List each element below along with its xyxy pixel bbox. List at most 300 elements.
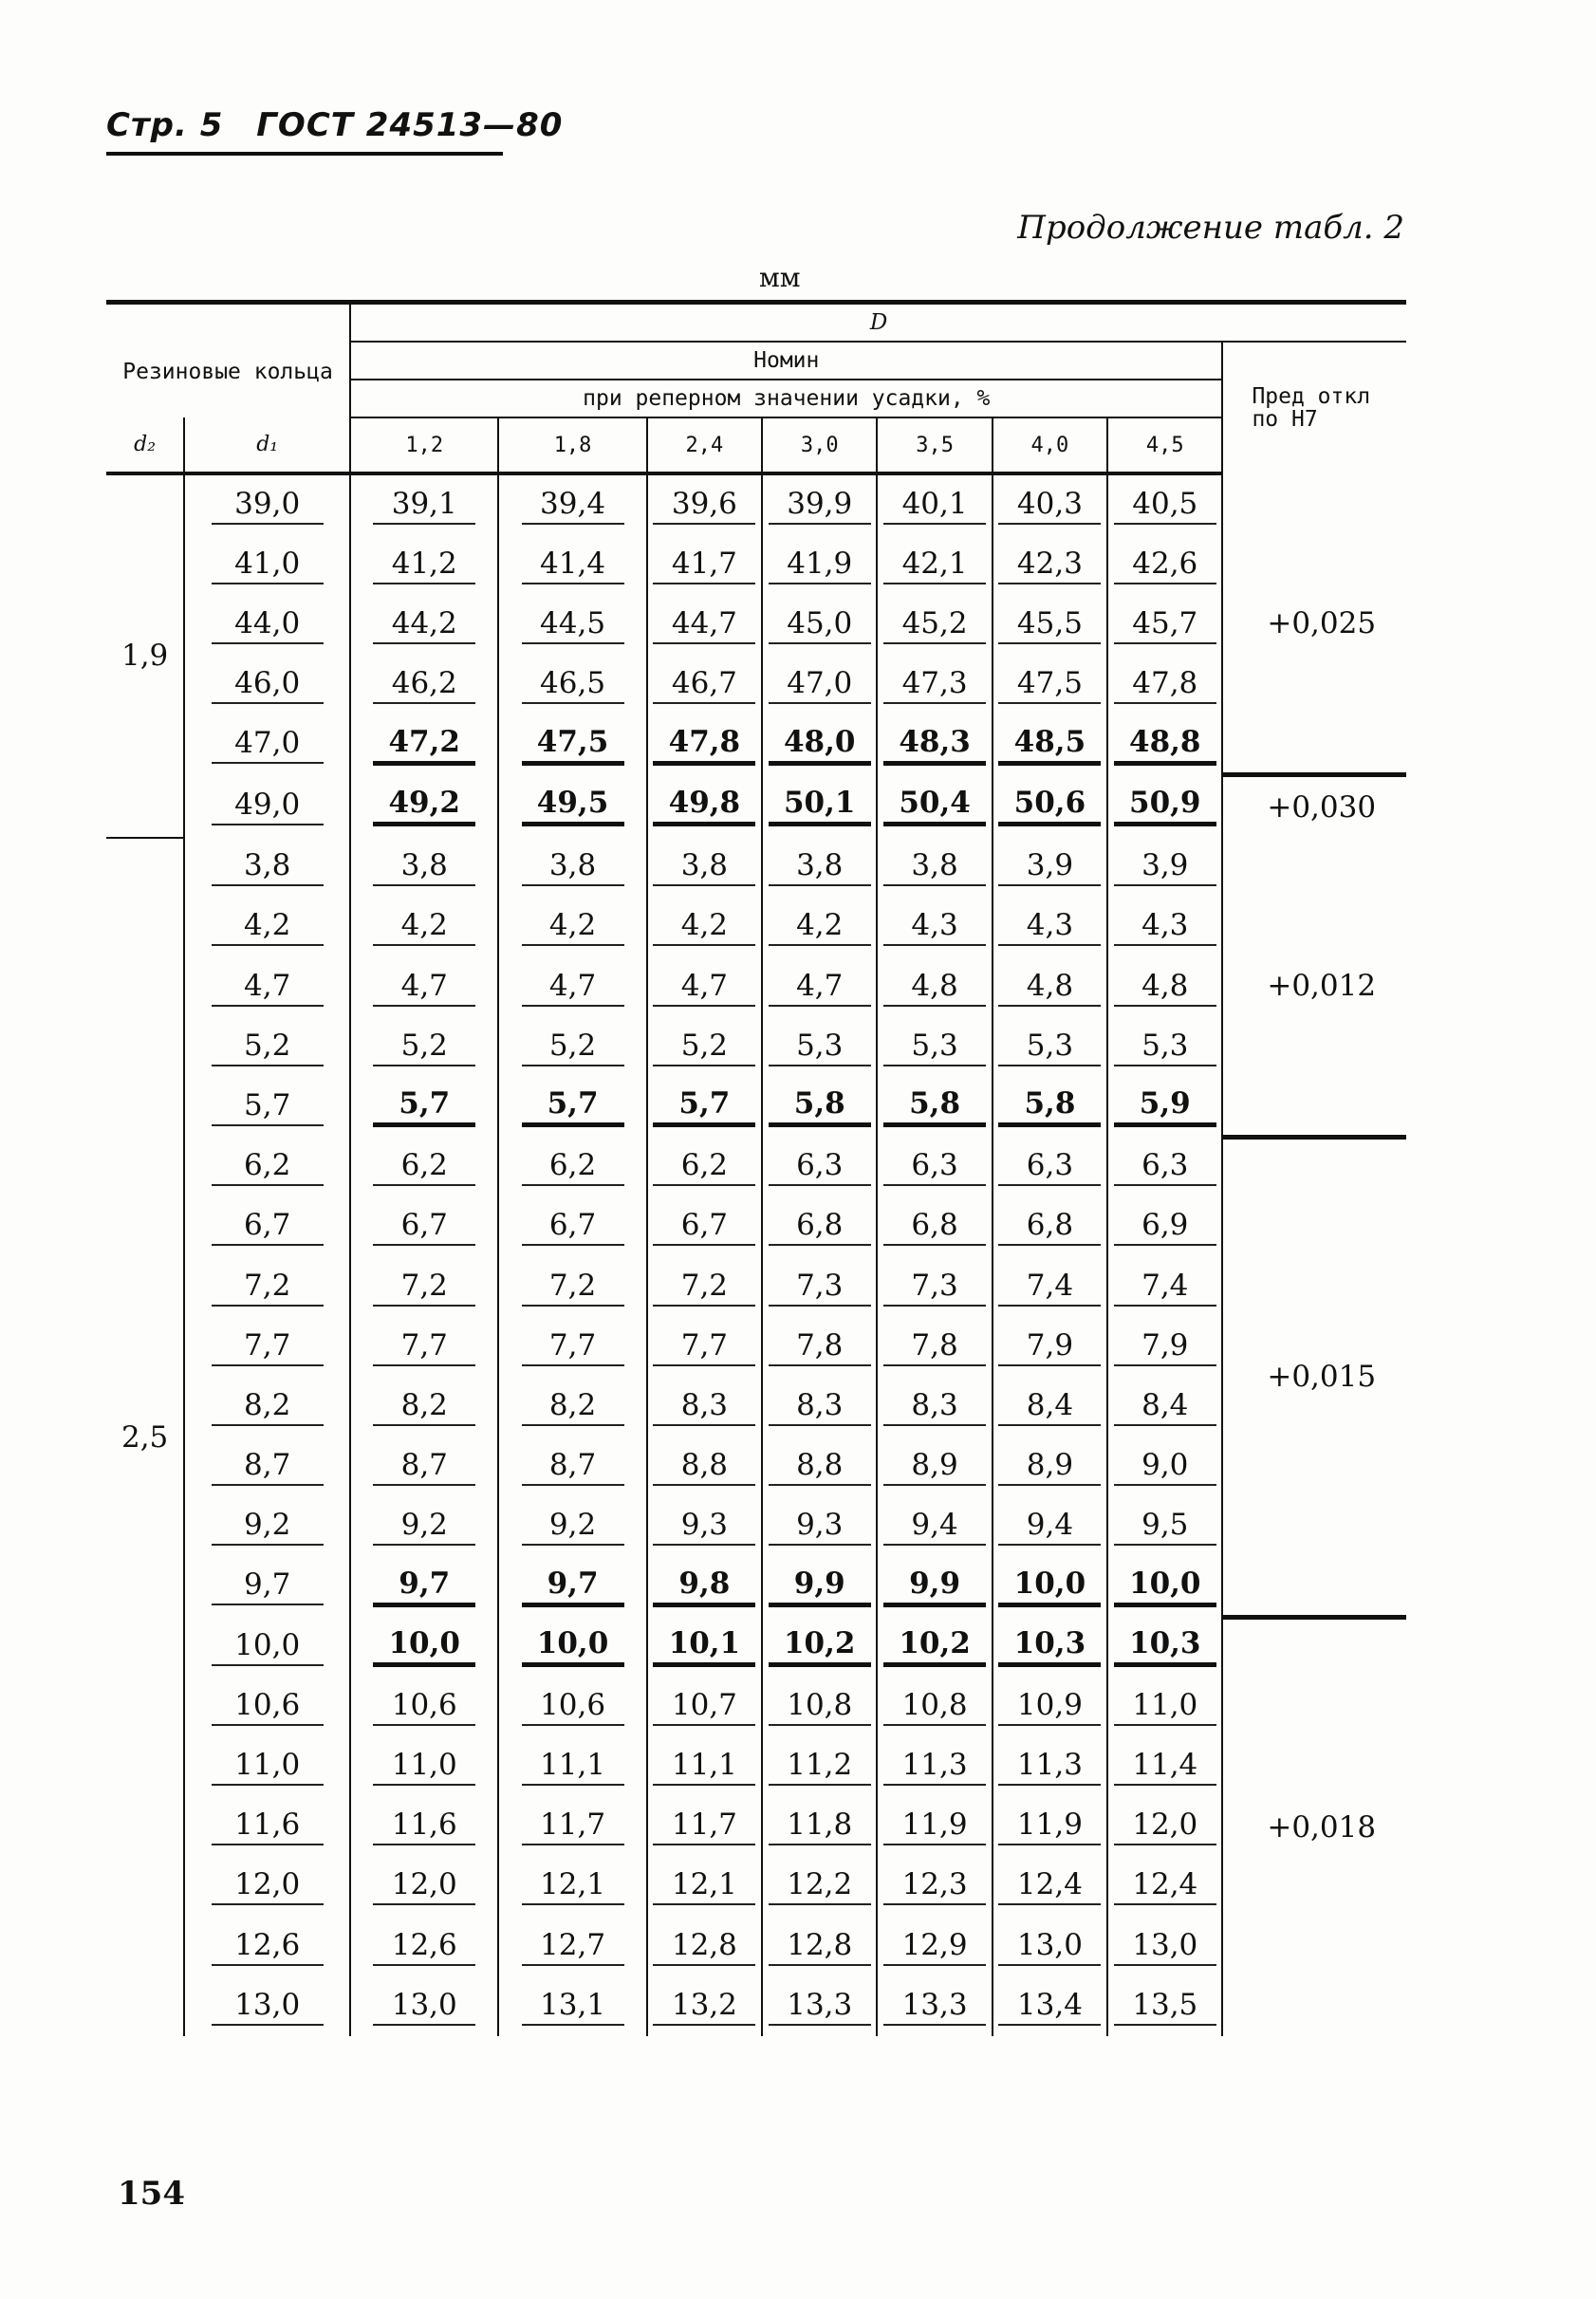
nominal-value: 4,3 [1114,908,1216,946]
nominal-value: 7,2 [653,1269,755,1307]
nominal-value: 12,9 [883,1928,986,1966]
nominal-value: 11,7 [653,1808,755,1845]
nominal-value-cell [762,473,877,535]
nominal-value-cell [647,1857,762,1917]
nominal-value: 48,5 [998,725,1101,766]
nominal-value: 10,1 [653,1626,755,1667]
nominal-value: 9,9 [883,1567,986,1607]
nominal-value-cell [993,1797,1107,1857]
nominal-value: 8,4 [1114,1388,1216,1426]
nominal-value: 6,7 [373,1208,475,1246]
nominal-value-cell [647,1437,762,1497]
nominal-value: 8,8 [653,1448,755,1486]
nominal-value-cell [498,1557,646,1617]
nominal-value: 48,3 [883,725,986,766]
nominal-value: 10,0 [373,1626,475,1667]
nominal-value: 12,0 [373,1867,475,1905]
nominal-value-cell [762,1497,877,1557]
nominal-value-cell [350,1797,498,1857]
d1-value: 13,0 [212,1988,324,2026]
nominal-value-cell [647,775,762,838]
d1-cell [184,595,350,655]
standard-number: ГОСТ 24513—80 [256,106,564,144]
nominal-value-cell [350,656,498,715]
d1-cell [184,957,350,1017]
nominal-value-cell [498,838,646,898]
d1-cell [184,1557,350,1617]
nominal-value: 10,3 [1114,1626,1216,1667]
d1-value: 12,0 [212,1867,324,1905]
d1-value: 7,2 [212,1269,324,1307]
nominal-value-cell [350,715,498,775]
nominal-value: 13,5 [1114,1988,1216,2026]
nominal-value: 10,0 [522,1626,624,1667]
nominal-value: 13,0 [998,1928,1101,1966]
nominal-value-cell [877,775,992,838]
nominal-value-cell [877,1017,992,1077]
tolerance-cell: +0,012 [1222,838,1406,1138]
nominal-value-cell [350,1437,498,1497]
nominal-value: 8,3 [769,1388,871,1426]
nominal-value: 10,0 [1114,1567,1216,1607]
nominal-value: 6,2 [653,1148,755,1186]
nominal-value-cell [993,1077,1107,1137]
nominal-value-cell [877,535,992,595]
nominal-value: 8,8 [769,1448,871,1486]
nominal-value: 9,7 [373,1567,475,1607]
nominal-value-cell [1107,775,1222,838]
nominal-value-cell [647,1077,762,1137]
nominal-value-cell [1107,1736,1222,1796]
nominal-value-cell [877,1976,992,2036]
nominal-value-cell [498,1976,646,2036]
nominal-value-cell [762,1857,877,1917]
nominal-value-cell [762,535,877,595]
nominal-value: 40,5 [1114,487,1216,525]
nominal-value-cell [762,957,877,1017]
nominal-value-cell [350,1557,498,1617]
nominal-value: 47,5 [998,666,1101,704]
nominal-value: 5,7 [653,1086,755,1127]
nominal-value: 9,5 [1114,1508,1216,1546]
nominal-value-cell [1107,957,1222,1017]
shrinkage-col-heading: 4,5 [1107,417,1222,473]
nominal-value-cell [498,715,646,775]
d1-cell [184,1677,350,1736]
d1-value: 44,0 [212,606,324,644]
nominal-value: 46,5 [522,666,624,704]
nominal-value: 40,3 [998,487,1101,525]
nominal-value: 11,3 [883,1748,986,1786]
nominal-value-cell [498,1677,646,1736]
shrinkage-col-heading: 2,4 [647,417,762,473]
nominal-value-cell [877,1497,992,1557]
nominal-value: 45,0 [769,606,871,644]
nominal-value-cell [762,1197,877,1257]
nominal-value: 3,8 [522,848,624,886]
nominal-value-cell [993,1257,1107,1317]
nominal-value-cell [1107,715,1222,775]
nominal-value: 41,9 [769,547,871,584]
nominal-value-cell [762,1377,877,1437]
nominal-value-cell [647,1017,762,1077]
nominal-value: 8,3 [653,1388,755,1426]
nominal-value: 12,1 [653,1867,755,1905]
nominal-value: 47,8 [653,725,755,766]
nominal-value-cell [1107,1797,1222,1857]
nominal-value-cell [498,1257,646,1317]
nominal-value-cell [877,1917,992,1976]
d1-cell [184,1976,350,2036]
d1-cell [184,1377,350,1437]
nominal-value-cell [877,957,992,1017]
nominal-value-cell [993,1437,1107,1497]
nominal-value: 5,8 [998,1086,1101,1127]
nominal-value-cell [877,1557,992,1617]
nominal-value-cell [762,1077,877,1137]
nominal-value-cell [350,1257,498,1317]
nominal-value-cell [762,775,877,838]
nominal-value-cell [993,1557,1107,1617]
nominal-value: 39,1 [373,487,475,525]
table-row [106,1677,1406,1736]
nominal-value-cell [1107,1497,1222,1557]
nominal-value: 5,2 [522,1029,624,1066]
d1-cell [184,775,350,838]
nominal-value: 3,8 [373,848,475,886]
nominal-value-cell [993,838,1107,898]
d1-value: 11,6 [212,1808,324,1845]
nominal-value-cell [647,1197,762,1257]
nominal-value-cell [647,1736,762,1796]
nominal-value: 13,3 [883,1988,986,2026]
nominal-value-cell [993,595,1107,655]
nominal-value-cell [350,1857,498,1917]
nominal-value: 4,2 [769,908,871,946]
d1-cell [184,898,350,957]
nominal-value: 39,4 [522,487,624,525]
d1-value: 11,0 [212,1748,324,1786]
rubber-rings-heading: Резиновые кольца [106,303,350,418]
d1-cell [184,1917,350,1976]
nominal-value-cell [993,535,1107,595]
nominal-value-cell [647,595,762,655]
nominal-value: 6,2 [522,1148,624,1186]
d-heading: D [350,303,1406,343]
nominal-value: 7,4 [1114,1269,1216,1307]
nominal-value: 47,5 [522,725,624,766]
nominal-value: 12,4 [1114,1867,1216,1905]
nominal-value-cell [647,1497,762,1557]
nominal-value-cell [498,1017,646,1077]
d1-value: 6,7 [212,1208,324,1246]
nominal-value-cell [498,898,646,957]
d1-value: 9,2 [212,1508,324,1546]
nominal-value-cell [877,1377,992,1437]
table-row [106,1857,1406,1917]
nominal-value: 47,8 [1114,666,1216,704]
nominal-value: 6,2 [373,1148,475,1186]
nominal-value-cell [877,898,992,957]
nominal-value: 9,0 [1114,1448,1216,1486]
nominal-value-cell [498,1917,646,1976]
nominal-value: 13,3 [769,1988,871,2026]
nominal-value: 11,2 [769,1748,871,1786]
table-row [106,1138,1406,1197]
nominal-value-cell [647,1557,762,1617]
nominal-value: 4,7 [769,969,871,1007]
nominal-value-cell [498,1797,646,1857]
nominal-value-cell [877,1736,992,1796]
nominal-value: 9,4 [883,1508,986,1546]
col-d2-heading: d₂ [106,417,184,473]
nominal-value-cell [498,957,646,1017]
table-row [106,1917,1406,1976]
nominal-value-cell [1107,1197,1222,1257]
nominal-value: 10,0 [998,1567,1101,1607]
nominal-value: 10,6 [373,1688,475,1726]
nominal-value: 40,1 [883,487,986,525]
nominal-value: 3,9 [1114,848,1216,886]
nominal-value: 50,4 [883,786,986,826]
nominal-value-cell [1107,1557,1222,1617]
nominal-value: 12,1 [522,1867,624,1905]
nominal-value: 6,8 [769,1208,871,1246]
nominal-value-cell [350,1736,498,1796]
nominal-value: 9,8 [653,1567,755,1607]
table-row [106,715,1406,775]
nominal-value: 5,8 [769,1086,871,1127]
nominal-value: 47,2 [373,725,475,766]
nominal-value: 41,2 [373,547,475,584]
nominal-value: 46,2 [373,666,475,704]
nominal-value: 5,3 [883,1029,986,1066]
table-row [106,1797,1406,1857]
nominal-value-cell [877,1437,992,1497]
nominal-value-cell [498,595,646,655]
nominal-value-cell [1107,1257,1222,1317]
nominal-value-cell [647,1976,762,2036]
nominal-value-cell [1107,898,1222,957]
nominal-value-cell [350,473,498,535]
nominal-value: 47,0 [769,666,871,704]
d1-cell [184,1857,350,1917]
d1-value: 9,7 [212,1567,324,1605]
nominal-value-cell [647,656,762,715]
nominal-value-cell [1107,1138,1222,1197]
nominal-value: 11,3 [998,1748,1101,1786]
nominal-value-cell [877,1617,992,1677]
page-number: 154 [118,2175,185,2213]
nominal-value: 7,3 [883,1269,986,1307]
d1-value: 12,6 [212,1928,324,1966]
nominal-value: 4,8 [998,969,1101,1007]
nominal-value: 45,5 [998,606,1101,644]
d1-cell [184,1077,350,1137]
nominal-value-cell [350,957,498,1017]
nominal-value: 12,8 [653,1928,755,1966]
nominal-value: 13,1 [522,1988,624,2026]
nominal-value: 4,8 [883,969,986,1007]
nominal-value-cell [877,1677,992,1736]
nominal-value-cell [762,1617,877,1677]
nominal-value-cell [350,775,498,838]
nominal-value: 4,2 [653,908,755,946]
nominal-value: 10,6 [522,1688,624,1726]
nominal-value-cell [993,1736,1107,1796]
nominal-value-cell [647,535,762,595]
nominal-value: 7,3 [769,1269,871,1307]
nominal-value: 8,4 [998,1388,1101,1426]
nominal-value: 4,7 [373,969,475,1007]
nominal-value-cell [647,473,762,535]
units-label: мм [759,262,801,293]
table-row [106,775,1406,838]
nominal-value: 9,2 [373,1508,475,1546]
nominal-value: 8,7 [522,1448,624,1486]
table-row [106,1377,1406,1437]
shrinkage-heading: при реперном значении усадки, % [350,380,1222,417]
table-row [106,957,1406,1017]
nominal-value: 6,3 [769,1148,871,1186]
nominal-value: 6,3 [998,1148,1101,1186]
nominal-value-cell [877,1197,992,1257]
nominal-value-cell [647,1797,762,1857]
nominal-value: 12,4 [998,1867,1101,1905]
table-row [106,1976,1406,2036]
nominal-value-cell [498,1617,646,1677]
nominal-value: 9,4 [998,1508,1101,1546]
table-row [106,656,1406,715]
nominal-value-cell [762,656,877,715]
nominal-value: 50,9 [1114,786,1216,826]
nominal-value-cell [762,1917,877,1976]
d1-value: 5,7 [212,1088,324,1126]
nominal-value: 5,3 [769,1029,871,1066]
d1-value: 49,0 [212,788,324,825]
nominal-heading: Номин [350,342,1222,380]
nominal-value-cell [877,1257,992,1317]
nominal-value: 6,7 [522,1208,624,1246]
nominal-value-cell [993,898,1107,957]
d1-cell [184,1617,350,1677]
nominal-value: 9,3 [653,1508,755,1546]
nominal-value-cell [993,1377,1107,1437]
nominal-value-cell [993,1677,1107,1736]
nominal-value-cell [762,1736,877,1796]
tolerance-cell: +0,025 [1222,473,1406,775]
d1-cell [184,1017,350,1077]
d1-value: 47,0 [212,726,324,764]
nominal-value: 5,2 [373,1029,475,1066]
table-row [106,838,1406,898]
nominal-value-cell [877,473,992,535]
nominal-value-cell [647,1257,762,1317]
shrinkage-col-heading: 3,0 [762,417,877,473]
page-header [106,106,564,156]
nominal-value: 10,3 [998,1626,1101,1667]
nominal-value-cell [1107,595,1222,655]
d1-cell [184,1317,350,1377]
nominal-value-cell [350,1677,498,1736]
nominal-value: 3,8 [769,848,871,886]
nominal-value: 50,1 [769,786,871,826]
nominal-value: 5,9 [1114,1086,1216,1127]
nominal-value: 44,2 [373,606,475,644]
nominal-value-cell [762,1017,877,1077]
nominal-value-cell [762,838,877,898]
d1-cell [184,473,350,535]
nominal-value: 6,7 [653,1208,755,1246]
shrinkage-col-heading: 3,5 [877,417,992,473]
nominal-value: 8,3 [883,1388,986,1426]
nominal-value: 9,3 [769,1508,871,1546]
nominal-value: 5,2 [653,1029,755,1066]
d1-value: 46,0 [212,666,324,704]
d2-cell: 2,5 [106,838,184,2037]
d1-value: 7,7 [212,1328,324,1366]
d1-cell [184,1138,350,1197]
nominal-value: 41,7 [653,547,755,584]
d1-value: 8,7 [212,1448,324,1486]
nominal-value-cell [350,838,498,898]
nominal-value: 10,7 [653,1688,755,1726]
nominal-value-cell [498,1138,646,1197]
nominal-value: 11,9 [883,1808,986,1845]
nominal-value-cell [498,1497,646,1557]
nominal-value-cell [762,898,877,957]
nominal-value: 7,2 [373,1269,475,1307]
nominal-value: 12,7 [522,1928,624,1966]
nominal-value: 11,1 [653,1748,755,1786]
d1-cell [184,656,350,715]
nominal-value-cell [350,1377,498,1437]
nominal-value-cell [498,1736,646,1796]
nominal-value: 7,8 [769,1328,871,1366]
nominal-value: 9,9 [769,1567,871,1607]
table-row [106,595,1406,655]
nominal-value-cell [877,1797,992,1857]
nominal-value-cell [877,1138,992,1197]
table-row [106,473,1406,535]
nominal-value: 13,0 [373,1988,475,2026]
nominal-value-cell [1107,1917,1222,1976]
nominal-value-cell [1107,656,1222,715]
nominal-value-cell [647,715,762,775]
d2-cell: 1,9 [121,639,169,674]
col-d1-heading: d₁ [184,417,350,473]
nominal-value-cell [498,1077,646,1137]
nominal-value: 13,0 [1114,1928,1216,1966]
nominal-value-cell [498,1857,646,1917]
nominal-value-cell [993,1497,1107,1557]
nominal-value-cell [762,1797,877,1857]
nominal-value-cell [350,1917,498,1976]
nominal-value: 11,4 [1114,1748,1216,1786]
nominal-value-cell [350,595,498,655]
nominal-value: 42,1 [883,547,986,584]
nominal-value-cell [1107,535,1222,595]
nominal-value-cell [1107,1677,1222,1736]
nominal-value: 4,3 [998,908,1101,946]
nominal-value: 4,2 [373,908,475,946]
d1-cell [184,535,350,595]
nominal-value: 5,8 [883,1086,986,1127]
nominal-value: 3,9 [998,848,1101,886]
nominal-value: 8,9 [883,1448,986,1486]
nominal-value: 4,8 [1114,969,1216,1007]
nominal-value-cell [647,898,762,957]
